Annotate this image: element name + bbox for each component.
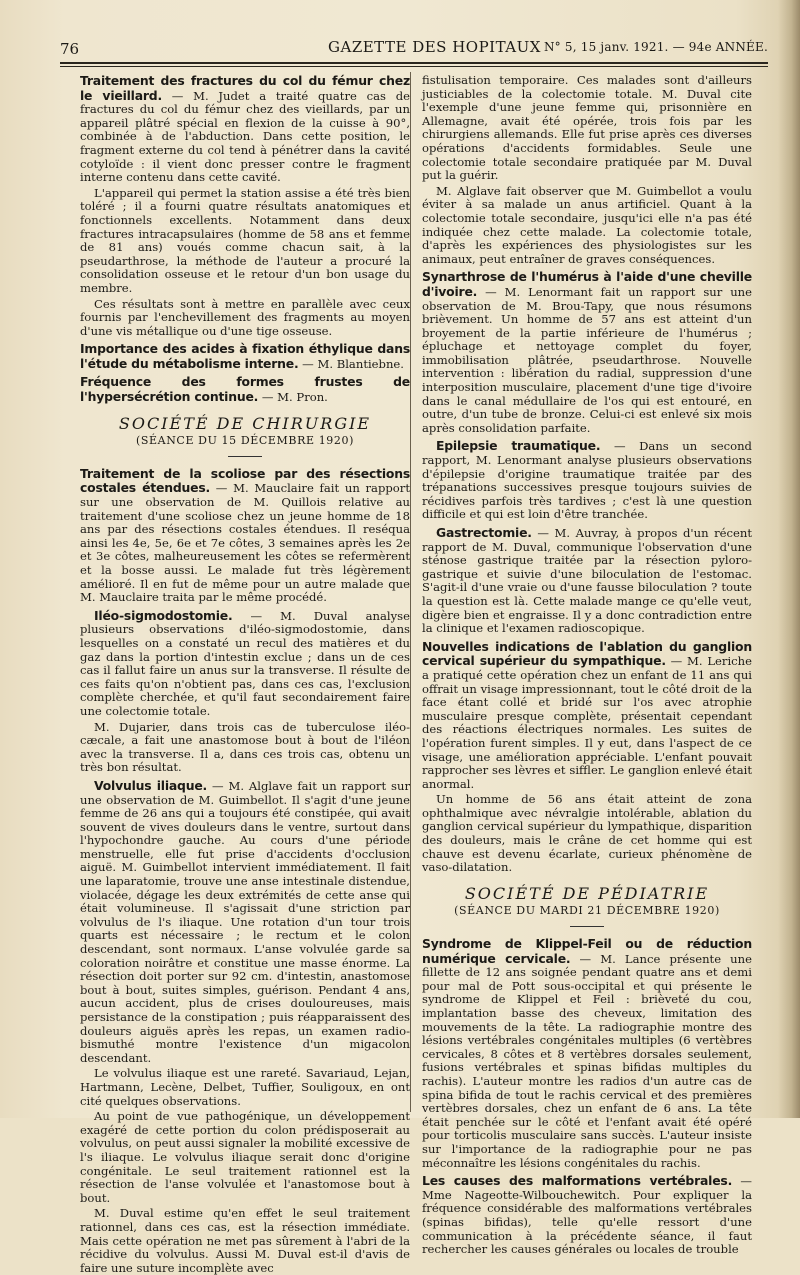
article-title: Iléo-sigmodostomie.: [94, 607, 233, 623]
article: [422, 270, 752, 435]
article-title: Fréquence des formes frustes de l'hypersécrétion continue.: [80, 374, 410, 405]
article-body: — M. Mauclaire fait un rapport sur une observation de M. Quillois relative au traitement d'une scoliose chez un jeune homme de 18 ans par des résections costales étendues. Il reséqua ainsi les 4e, 5e, 6e et 7e côtes, 3 semaines après les 2e et 3e côtes, malheureusement les côtes se refermèrent et la bosse aussi. Le malade fut très légèrement amélioré. Il en fut de même pour un autre malade que M. Mauclaire traita par le même procédé.: [80, 481, 410, 605]
article: [80, 375, 410, 404]
article-title: Epilepsie traumatique.: [436, 438, 601, 454]
article-author: — M. Blantiebne.: [298, 356, 404, 371]
right-column: [422, 73, 752, 1257]
section-title: SOCIÉTÉ DE CHIRURGIE: [118, 413, 372, 433]
article-body: — M. Leriche a pratiqué cette opération chez un enfant de 11 ans qui offrait un visage impressionnant, tout le côté droit de la face étant collé et bridé sur l'os avec atrophie musculaire presque complète, présentait cependant des réactions électriques normales. Les suites de l'opération furent simples. Il y eut, dans l'aspect de ce visage, une amélioration appréciable. L'enfant pouvait rapprocher ses lèvres et siffler. Le ganglion enlevé était anormal.: [422, 654, 752, 791]
article-title: Traitement des fractures du col du fémur chez le vieillard.: [80, 73, 410, 103]
header-rule-thick: [60, 62, 768, 64]
left-column: [80, 73, 410, 1275]
section-rule: [228, 456, 262, 457]
article-body: — M. Auvray, à propos d'un récent rapport de M. Duval, communique l'observation d'une sténose gastrique traitée par la résection pyloro-gastrique et suivie d'une biloculation de l'estomac. S'agit-il d'une vraie ou d'une fausse biloculation ? toute la question est là. Cette malade mange ce qu'elle veut, digère bien et engraisse. Il y a donc contradiction entre la clinique et l'examen radioscopique.: [422, 526, 752, 636]
paragraph: L'appareil qui permet la station assise a été très bien toléré ; il a fourni quatre résultats anatomiques et fonctionnels excellents. Notamment dans deux fractures intracapsulaires (homme de 58 ans et femme de 81 ans) voués comme chacun sait, à la pseudarthrose, la méthode de l'auteur a procuré la consolidation osseuse et le retour d'un bon usage du membre.: [80, 185, 410, 295]
article-body: — Mme Nageotte-Wilbouchewitch. Pour expliquer la fréquence considérable des malformations vertébrales (spinas bifidas), telle qu'elle ressort d'une communication à la précédente séance, il faut rechercher les causes générales ou locales de trouble: [422, 1174, 752, 1257]
article-title: Synarthrose de l'humérus à l'aide d'une cheville d'ivoire.: [422, 269, 752, 299]
article: [422, 937, 752, 1170]
article: [80, 74, 410, 185]
article: [422, 526, 752, 636]
article-title: Traitement de la scoliose par des résections costales étendues.: [80, 465, 410, 496]
article: [422, 439, 752, 522]
paragraph: fistulisation temporaire. Ces malades sont d'ailleurs justiciables de la colectomie totale. M. Duval cite l'exemple d'une jeune femme qui, prisonnière en Allemagne, avait été opérée, trois fois par les chirurgiens allemands. Elle fut prise après ces diverses opérations d'accidents formidables. Seule une colectomie totale secondaire pratiquée par M. Duval put la guérir.: [422, 73, 752, 183]
section-heading: [422, 883, 752, 927]
paragraph: Le volvulus iliaque est une rareté. Savariaud, Lejan, Hartmann, Lecène, Delbet, Tuffier, Souligoux, en ont cité quelques observations.: [80, 1066, 410, 1108]
column-divider: [410, 72, 411, 1112]
article: [422, 640, 752, 792]
article: [80, 342, 410, 371]
paragraph: M. Alglave fait observer que M. Guimbellot a voulu éviter à sa malade un anus artificiel. Quant à la colectomie totale secondaire, jusqu'ici elle n'a pas été indiquée chez cette malade. La colectomie totale, d'après les expériences des physiologistes sur les animaux, peut entraîner de graves conséquences.: [422, 183, 752, 266]
article: [80, 779, 410, 1065]
article: [80, 467, 410, 605]
article: [80, 609, 410, 719]
article-title: Volvulus iliaque.: [94, 777, 208, 793]
article-body: — M. Duval analyse plusieurs observations d'iléo-sigmodostomie, dans lesquelles on a constaté un recul des matières et du gaz dans la portion d'intestin exclue ; dans un de ces cas il fallut faire un anus sur la transverse. Il résulte de ces faits qu'on n'obtient pas, dans ces cas, l'exclusion complète cherchée, et qu'il faut secondairement faire une colectomie totale.: [80, 608, 410, 718]
article-author: — M. Pron.: [258, 390, 328, 405]
article-body: — M. Lance présente une fillette de 12 ans soignée pendant quatre ans et demi pour mal de Pott sous-occipital et qui présente le syndrome de Klippel et Feil : brièveté du cou, implantation basse des cheveux, limitation des mouvements de la tête. La radiographie montre des lésions vertébrales congénitales multiples (6 vertèbres cervicales, 8 côtes et 8 vertèbres dorsales seulement, fusions vertébrales et spinas bifidas multiples du rachis). L'auteur montre les radios d'un autre cas de spina bifida de tout le rachis cervical et des premières vertèbres dorsales, chez un enfant de 6 ans. La tête était penchée sur le côté et l'enfant avait été opéré pour torticolis musculaire sans succès. L'auteur insiste sur l'importance de la radiographie pour ne pas méconnaître les lésions congénitales du rachis.: [422, 951, 752, 1170]
article-title: Syndrome de Klippel-Feil ou de réduction numérique cervicale.: [422, 936, 752, 966]
section-heading: [80, 413, 410, 457]
paragraph: Ces résultats sont à mettre en parallèle avec ceux fournis par l'enchevillement des fragments au moyen d'une vis métallique ou d'une tige osseuse.: [80, 296, 410, 338]
article-title: Gastrectomie.: [436, 525, 532, 540]
article-title: Les causes des malformations vertébrales.: [422, 1173, 733, 1189]
page-number: 76: [60, 40, 80, 58]
page-spine-shadow: [778, 0, 800, 1118]
article-title: Importance des acides à fixation éthylique dans l'étude du métabolisme interne.: [80, 341, 410, 371]
section-subtitle: (SÉANCE DU 15 DÉCEMBRE 1920): [136, 434, 354, 448]
section-rule: [570, 926, 604, 927]
article-title: Nouvelles indications de l'ablation du ganglion cervical supérieur du sympathique.: [422, 638, 752, 669]
section-title: SOCIÉTÉ DE PÉDIATRIE: [464, 883, 710, 903]
article-body: — M. Lenormant fait un rapport sur une observation de M. Brou-Tapy, que nous résumons brièvement. Un homme de 57 ans est atteint d'un broyement de la partie inférieure de l'humérus ; épluchage et nettoyage complet du foyer, immobilisation plâtrée, pseudarthrose. Nouvelle intervention : libération du radial, suppression d'une interposition musculaire, placement d'une tige d'ivoire dans le canal médullaire de l'os qui est entouré, en outre, d'un tube de bronze. Celui-ci est enlevé six mois après consolidation parfaite.: [422, 284, 752, 435]
article: [422, 1174, 752, 1257]
paragraph: M. Duval estime qu'en effet le seul traitement rationnel, dans ces cas, est la résection immédiate. Mais cette opération ne met pas sûrement à l'abri de la récidive du volvulus. Aussi M. Duval est-il d'avis de faire une suture incomplète avec: [80, 1206, 410, 1275]
journal-title: GAZETTE DES HOPITAUX: [328, 38, 541, 56]
issue-info: N° 5, 15 janv. 1921. — 94e ANNÉE.: [543, 40, 768, 54]
section-subtitle: (SÉANCE DU MARDI 21 DÉCEMBRE 1920): [454, 904, 720, 918]
article-body: — Dans un second rapport, M. Lenormant analyse plusieurs observations d'épilepsie d'origine traumatique traitée par des trépanations successives presque toujours suivies de récidives parfois très tardives ; c'est là une question difficile et qui est loin d'être tranchée.: [422, 439, 752, 522]
article-body: — M. Judet a traité quatre cas de fractures du col du fémur chez des vieillards, par un appareil plâtré spécial en flexion de la cuisse à 90°, combinée à de l'abduction. Dans cette position, le fragment externe du col tend à pénétrer dans la cavité cotyloïde : il vient donc presser contre le fragment interne contenu dans cette cavité.: [80, 88, 410, 185]
header-rule-thin: [60, 66, 768, 67]
paragraph: Un homme de 56 ans était atteint de zona ophthalmique avec névralgie intolérable, ablation du ganglion cervical supérieur du lympathique, disparition des douleurs, mais le crâne de cet homme qui est chauve est devenu écarlate, curieux phénomène de vaso-dilatation.: [422, 792, 752, 875]
article-body: — M. Alglave fait un rapport sur une observation de M. Guimbellot. Il s'agit d'une jeune femme de 26 ans qui a toujours été constipée, qui avait souvent de vives douleurs dans le ventre, surtout dans l'hypochondre gauche. Au cours d'une période menstruelle, elle fut prise d'accidents d'occlusion aiguë. M. Guimbellot intervient immédiatement. Il fait une laparatomie, trouve une anse intestinale distendue, violacée, dégage les deux extrémités de cette anse qui était volumineuse. Il s'agissait d'une striction par volvulus de l's iliaque. Une rotation d'un tour trois quarts est nécessaire ; le rectum et le colon descendant, sont normaux. L'anse volvulée garde sa coloration noirâtre et constitue une masse énorme. La résection doit porter sur 92 cm. d'intestin, anastomose bout à bout, suites simples, guérison. Pendant 4 ans, aucun accident, plus de crises douloureuses, mais persistance de la constipation ; puis réapparaissent des douleurs aiguës après les repas, un examen radio-bismuthé montre l'existence d'un migacolon descendant.: [80, 778, 410, 1065]
paragraph: Au point de vue pathogénique, un développement exagéré de cette portion du colon prédisposerait au volvulus, on peut aussi signaler la mobilité excessive de l's iliaque. Le volvulus iliaque serait donc d'origine congénitale. Le seul traitement rationnel est la résection de l'anse volvulée et l'anastomose bout à bout.: [80, 1109, 410, 1205]
page-header: [60, 34, 768, 60]
paragraph: M. Dujarier, dans trois cas de tuberculose iléo-cæcale, a fait une anastomose bout à bout de l'iléon avec la transverse. Il a, dans ces trois cas, obtenu un très bon résultat.: [80, 719, 410, 775]
